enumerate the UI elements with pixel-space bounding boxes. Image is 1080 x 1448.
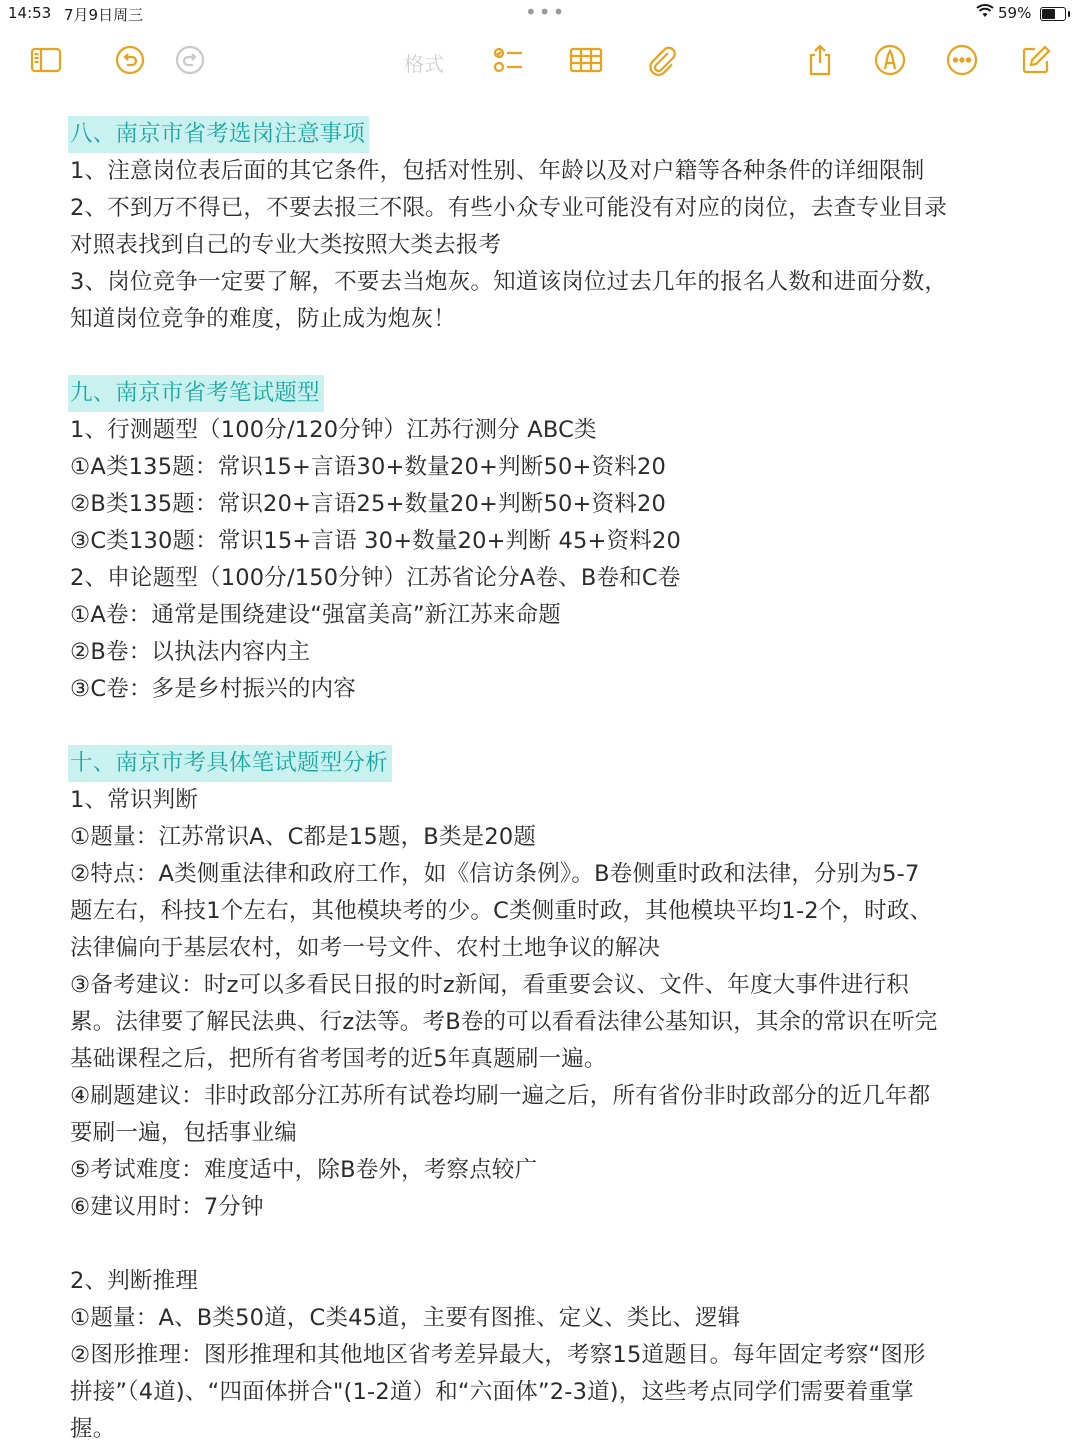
note-line: 要刷一遍，包括事业编 — [70, 1120, 298, 1146]
table-icon[interactable] — [568, 42, 604, 78]
paperclip-icon[interactable] — [644, 42, 680, 78]
undo-icon[interactable] — [112, 42, 148, 78]
multitasking-dots-icon[interactable]: ••• — [525, 0, 567, 24]
section-heading-line — [70, 375, 1030, 412]
note-line: 2、判断推理 — [70, 1268, 199, 1294]
note-line: 2、不到万不得已，不要去报三不限。有些小众专业可能没有对应的岗位，去查专业目录 — [70, 195, 948, 221]
markup-icon[interactable] — [872, 42, 908, 78]
note-line: ①题量：江苏常识A、C都是15题，B类是20题 — [70, 824, 537, 850]
redo-icon[interactable] — [172, 42, 208, 78]
note-line: 3、岗位竞争一定要了解，不要去当炮灰。知道该岗位过去几年的报名人数和进面分数， — [70, 269, 948, 295]
note-line: ①题量：A、B类50道，C类45道，主要有图推、定义、类比、逻辑 — [70, 1305, 741, 1331]
blank-line — [70, 1226, 1030, 1263]
note-line: ②图形推理：图形推理和其他地区省考差异最大，考察15道题目。每年固定考察“图形 — [70, 1342, 926, 1368]
more-icon[interactable] — [944, 42, 980, 78]
note-line: ③C类130题：常识15+言语 30+数量20+判断 45+资料20 — [70, 528, 681, 554]
section-heading: 八、南京市省考选岗注意事项 — [68, 116, 369, 153]
compose-icon[interactable] — [1018, 42, 1054, 78]
section-heading: 十、南京市考具体笔试题型分析 — [68, 745, 392, 782]
note-line: 基础课程之后，把所有省考国考的近5年真题刷一遍。 — [70, 1046, 607, 1072]
note-line: ②特点：A类侧重法律和政府工作，如《信访条例》。B卷侧重时政和法律，分别为5-7 — [70, 861, 920, 887]
note-line: 2、申论题型（100分/150分钟）江苏省论分A卷、B卷和C卷 — [70, 565, 681, 591]
note-line: ③备考建议：时z可以多看民日报的时z新闻，看重要会议、文件、年度大事件进行积 — [70, 972, 909, 998]
status-date: 7月9日周三 — [64, 6, 144, 24]
blank-line — [70, 338, 1030, 375]
share-icon[interactable] — [802, 42, 838, 78]
battery-icon — [1040, 7, 1066, 21]
note-line: ⑤考试难度：难度适中，除B卷外，考察点较广 — [70, 1157, 538, 1183]
notes-toolbar — [0, 32, 1080, 88]
note-line: ②B卷：以执法内容内主 — [70, 639, 311, 665]
note-line: ③C卷：多是乡村振兴的内容 — [70, 676, 356, 702]
format-label: 格式 — [404, 52, 444, 76]
note-line: 握。 — [70, 1416, 116, 1442]
note-line: 1、行测题型（100分/120分钟）江苏行测分 ABC类 — [70, 417, 597, 443]
section-heading-line — [70, 116, 1030, 153]
note-line: ①A卷：通常是围绕建设“强富美高”新江苏来命题 — [70, 602, 561, 628]
status-bar — [0, 0, 1080, 28]
note-line: 累。法律要了解民法典、行z法等。考B卷的可以看看法律公基知识，其余的常识在听完 — [70, 1009, 938, 1035]
note-line: 拼接”（4道)、“四面体拼合"(1-2道）和“六面体”2-3道)，这些考点同学们需要着重掌 — [70, 1379, 914, 1405]
note-line: 知道岗位竞争的难度，防止成为炮灰！ — [70, 306, 456, 332]
note-line: 法律偏向于基层农村，如考一号文件、农村土地争议的解决 — [70, 935, 661, 961]
section-heading: 九、南京市省考笔试题型 — [68, 375, 324, 412]
note-line: 1、注意岗位表后面的其它条件，包括对性别、年龄以及对户籍等各种条件的详细限制 — [70, 158, 925, 184]
note-line: ②B类135题：常识20+言语25+数量20+判断50+资料20 — [70, 491, 667, 517]
note-line: 1、常识判断 — [70, 787, 199, 813]
note-line: ①A类135题：常识15+言语30+数量20+判断50+资料20 — [70, 454, 666, 480]
status-time: 14:53 — [8, 4, 52, 22]
checklist-icon[interactable] — [490, 42, 526, 78]
note-body[interactable] — [70, 116, 1030, 1448]
note-line: ④刷题建议：非时政部分江苏所有试卷均刷一遍之后，所有省份非时政部分的近几年都 — [70, 1083, 931, 1109]
sidebar-icon[interactable] — [28, 42, 64, 78]
note-line: 题左右，科技1个左右，其他模块考的少。C类侧重时政，其他模块平均1-2个，时政、 — [70, 898, 933, 924]
note-line: 对照表找到自己的专业大类按照大类去报考 — [70, 232, 502, 258]
wifi-icon — [976, 3, 994, 23]
battery-percent: 59% — [998, 4, 1032, 22]
note-line: ⑥建议用时：7分钟 — [70, 1194, 264, 1220]
blank-line — [70, 708, 1030, 745]
section-heading-line — [70, 745, 1030, 782]
